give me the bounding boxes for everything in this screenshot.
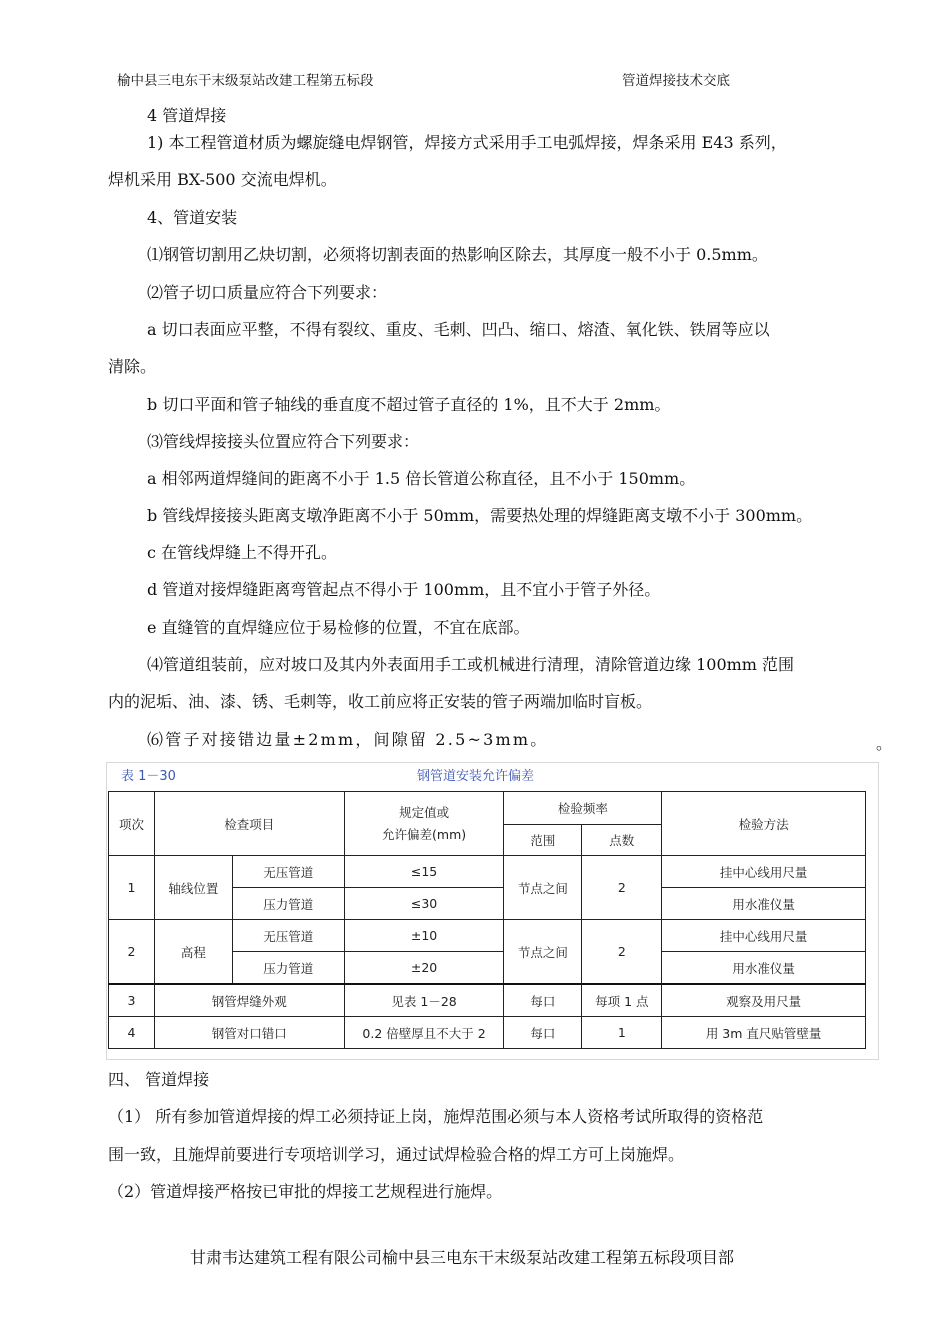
row-item: 钢管焊缝外观 [154,984,344,1017]
paragraph-line: （1） 所有参加管道焊接的焊工必须持证上岗，施焊范围必须与本人资格考试所取得的资格范 [108,1107,764,1126]
row-range: 节点之间 [504,920,582,985]
paragraph-line: ⑶管线焊接接头位置应符合下列要求： [147,432,420,451]
paragraph-line: b 管线焊接接头距离支墩净距离不小于 50mm，需要热处理的焊缝距离支墩不小于 300mm。 [147,506,813,525]
trailing-mark: 。 [876,734,893,753]
spec-table-image [106,762,879,1060]
row-subitem: 压力管道 [232,952,344,985]
tolerance-table [108,791,866,1049]
header-range: 范围 [504,825,582,856]
section-heading: 四、 管道焊接 [108,1070,210,1089]
row-subitem: 无压管道 [232,856,344,888]
header-doc-title: 管道焊接技术交底 [622,73,730,89]
header-frequency: 检验频率 [504,792,662,825]
row-range: 每口 [504,984,582,1017]
row-value: ≤30 [344,888,504,920]
paragraph-line: a 相邻两道焊缝间的距离不小于 1.5 倍长管道公称直径，且不小于 150mm。 [147,469,696,488]
row-no: 1 [109,856,155,920]
paragraph-line: 1) 本工程管道材质为螺旋缝电焊钢管，焊接方式采用手工电弧焊接，焊条采用 E43 系列， [147,133,787,152]
table-number: 表 1－30 [121,769,176,784]
row-value: 见表 1－28 [344,984,504,1017]
row-no: 4 [109,1017,155,1049]
paragraph-line: c 在管线焊缝上不得开孔。 [147,543,338,562]
row-method: 挂中心线用尺量 [662,856,866,888]
paragraph-line: ⑵管子切口质量应符合下列要求： [147,283,388,302]
header-value-text: 规定值或 允许偏差(mm) [382,804,467,842]
row-value: ≤15 [344,856,504,888]
paragraph-line: 内的泥垢、油、漆、锈、毛刺等，收工前应将正安装的管子两端加临时盲板。 [108,692,653,711]
row-no: 3 [109,984,155,1017]
row-item: 钢管对口错口 [154,1017,344,1049]
paragraph-heading-welding: 4 管道焊接 [147,106,227,125]
row-points: 2 [582,856,662,920]
header-project-title: 榆中县三电东干末级泵站改建工程第五标段 [117,73,374,89]
table-title: 钢管道安装允许偏差 [417,769,535,784]
row-value: ±20 [344,952,504,985]
row-range: 节点之间 [504,856,582,920]
row-value: 0.2 倍壁厚且不大于 2 [344,1017,504,1049]
row-method: 观察及用尺量 [662,984,866,1017]
paragraph-line: 围一致，且施焊前要进行专项培训学习，通过试焊检验合格的焊工方可上岗施焊。 [108,1145,685,1164]
page-footer: 甘肃韦达建筑工程有限公司榆中县三电东干末级泵站改建工程第五标段项目部 [190,1248,735,1267]
paragraph-line: b 切口平面和管子轴线的垂直度不超过管子直径的 1%，且不大于 2mm。 [147,395,671,414]
row-no: 2 [109,920,155,985]
paragraph-line: ⑷管道组装前，应对坡口及其内外表面用手工或机械进行清理，清除管道边缘 100mm 范围 [147,655,795,674]
paragraph-line: 清除。 [108,357,157,376]
paragraph-line: ⑴钢管切割用乙炔切割，必须将切割表面的热影响区除去，其厚度一般不小于 0.5mm。 [147,245,768,264]
header-item: 检查项目 [154,792,344,856]
paragraph-line: ⑹管子对接错边量±2mm，间隙留 2.5~3mm。 [147,730,549,749]
row-points: 1 [582,1017,662,1049]
row-item: 轴线位置 [154,856,232,920]
row-subitem: 无压管道 [232,920,344,952]
header-no: 项次 [109,792,155,856]
paragraph-line: e 直缝管的直焊缝应位于易检修的位置，不宜在底部。 [147,618,530,637]
header-points: 点数 [582,825,662,856]
row-value: ±10 [344,920,504,952]
row-range: 每口 [504,1017,582,1049]
row-method: 用水准仪量 [662,888,866,920]
paragraph-line: d 管道对接焊缝距离弯管起点不得小于 100mm，且不宜小于管子外径。 [147,580,661,599]
paragraph-line: （2）管道焊接严格按已审批的焊接工艺规程进行施焊。 [108,1182,503,1201]
header-method: 检验方法 [662,792,866,856]
header-value [344,792,504,856]
row-points: 2 [582,920,662,985]
row-points: 每项 1 点 [582,984,662,1017]
row-method: 挂中心线用尺量 [662,920,866,952]
paragraph-line: a 切口表面应平整，不得有裂纹、重皮、毛刺、凹凸、缩口、熔渣、氧化铁、铁屑等应以 [147,320,770,339]
paragraph-heading-install: 4、管道安装 [147,208,238,227]
paragraph-line: 焊机采用 BX-500 交流电焊机。 [108,170,337,189]
row-item: 高程 [154,920,232,985]
row-method: 用 3m 直尺贴管壁量 [662,1017,866,1049]
row-method: 用水准仪量 [662,952,866,985]
row-subitem: 压力管道 [232,888,344,920]
